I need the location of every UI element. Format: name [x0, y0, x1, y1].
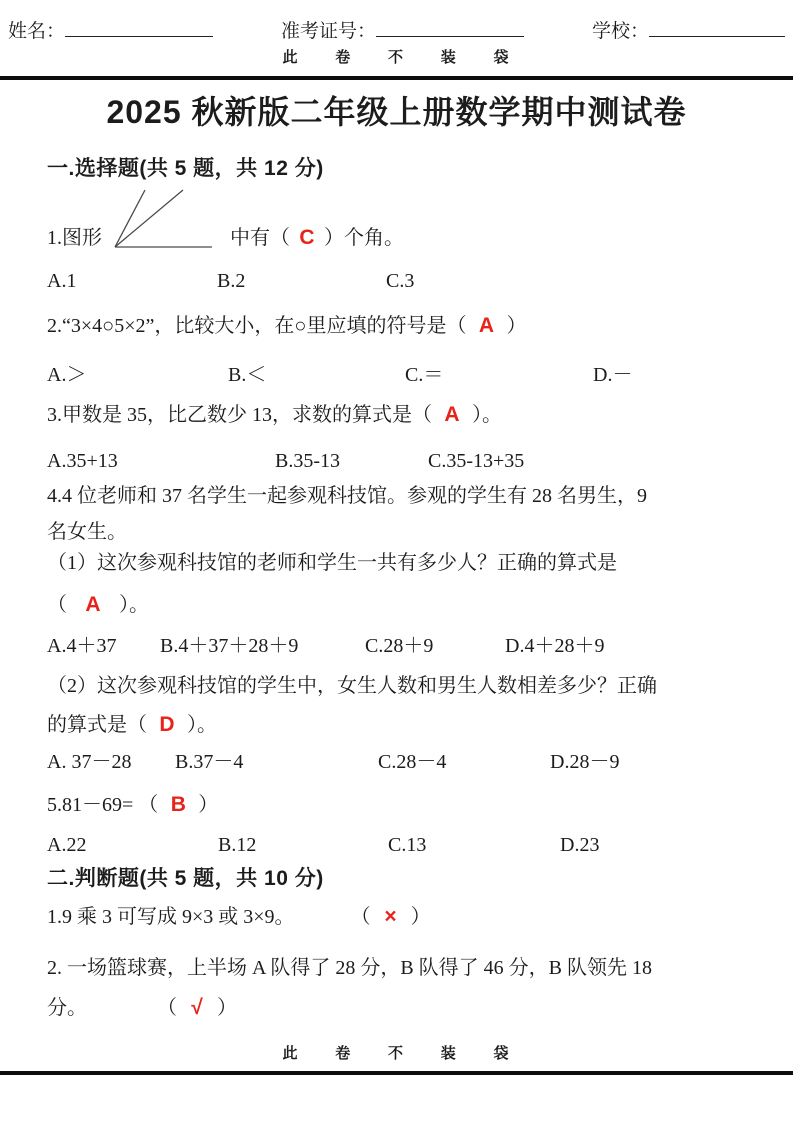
school-field — [592, 16, 785, 43]
option: A.＞ — [47, 364, 87, 386]
top-divider-line — [0, 76, 793, 80]
exam-no-label: 准考证号： — [280, 21, 376, 42]
name-blank-line — [65, 22, 213, 37]
choice-q4-sub2-stem-line1: （2）这次参观科技馆的学生中，女生人数和男生人数相差多少？正确 — [47, 675, 657, 697]
option: B.12 — [218, 834, 257, 856]
choice-q3-text: 3.甲数是 35，比乙数少 13，求数的算式是（ — [47, 404, 432, 426]
choice-q5-text: 5.81－69= （ — [47, 794, 159, 816]
choice-q4-stem-line1: 4.4 位老师和 37 名学生一起参观科技馆。参观的学生有 28 名男生，9 — [47, 485, 647, 507]
choice-q5-suffix: ） — [198, 794, 219, 816]
choice-q4-sub1-answer-line — [47, 592, 753, 618]
option: C.13 — [388, 834, 427, 856]
choice-q2-stem — [47, 313, 753, 339]
choice-q3-stem — [47, 402, 753, 428]
choice-q2-suffix: ） — [506, 315, 527, 337]
do-not-bag-notice-bottom: 此 卷 不 装 袋 — [282, 1046, 511, 1062]
option: B.37－4 — [175, 751, 244, 773]
choice-q5-answer: B — [170, 793, 186, 816]
option: C.28＋9 — [365, 635, 434, 657]
name-field — [8, 16, 213, 43]
judge-q2-stem-line1: 2. 一场篮球赛，上半场 A 队得了 28 分，B 队得了 46 分，B 队领先 18 — [47, 957, 653, 979]
paper-footer — [0, 1042, 793, 1075]
option: C.35-13+35 — [428, 450, 525, 472]
student-info-row — [8, 16, 785, 43]
paren-close: ） — [410, 906, 431, 928]
choice-q3-answer: A — [444, 403, 460, 426]
judge-q1-stem — [47, 904, 753, 930]
choice-q4-sub2-stem — [47, 667, 753, 745]
paren-open: （ — [157, 997, 177, 1019]
paper-body — [0, 155, 793, 1028]
choice-q4-sub2-options — [47, 749, 753, 775]
choice-q2-answer: A — [478, 314, 495, 337]
option: B.35-13 — [275, 450, 340, 472]
choice-q5-options — [47, 832, 753, 858]
exam-no-field — [281, 16, 524, 43]
bottom-divider-line — [0, 1071, 793, 1075]
choice-q3-suffix: ）。 — [472, 404, 502, 426]
judge-q2-answer: √ — [191, 996, 203, 1019]
do-not-bag-notice-top: 此 卷 不 装 袋 — [282, 50, 511, 66]
section-choice-heading: 一.选择题(共 5 题，共 12 分) — [47, 157, 324, 180]
judge-q2-line2-text: 分。 — [47, 997, 87, 1019]
option: D.28－9 — [550, 751, 620, 773]
option: D.4＋28＋9 — [505, 635, 605, 657]
paren-open: （ — [350, 906, 371, 928]
paren-open: （ — [47, 594, 67, 616]
option: B.2 — [217, 270, 246, 292]
option: C.3 — [386, 270, 415, 292]
option: B.＜ — [228, 364, 267, 386]
choice-q4-sub1-answer: A — [85, 593, 101, 616]
choice-q2-options — [47, 362, 753, 388]
choice-q1-mid-text: 中有（ — [230, 227, 290, 249]
choice-q1-mid — [230, 225, 404, 251]
paren-close: ）。 — [119, 594, 149, 616]
option: D.23 — [560, 834, 600, 856]
choice-q1-answer: C — [299, 226, 315, 249]
option: C.＝ — [405, 364, 444, 386]
choice-q1-prefix: 1.图形 — [47, 227, 102, 249]
name-label: 姓名： — [8, 21, 66, 42]
paper-title: 2025 秋新版二年级上册数学期中测试卷 — [106, 94, 687, 130]
paper-header — [0, 0, 793, 67]
choice-q4-stem — [47, 478, 753, 550]
choice-q4-sub2-stem-line2 — [47, 706, 753, 745]
judge-q1-answer: × — [384, 905, 397, 928]
option: A.22 — [47, 834, 87, 856]
school-label: 学校： — [591, 21, 649, 42]
choice-q1-suffix-text: ）个角。 — [324, 227, 404, 249]
choice-q4-sub2-suffix: ）。 — [187, 714, 217, 736]
choice-q5-stem — [47, 792, 753, 818]
choice-q3-options — [47, 448, 753, 474]
choice-q1-stem — [47, 188, 753, 251]
option: C.28－4 — [378, 751, 447, 773]
choice-q4-sub1-stem: （1）这次参观科技馆的老师和学生一共有多少人？正确的算式是 — [47, 552, 617, 574]
choice-q2-text: 2.“3×4○5×2”，比较大小，在○里应填的符号是（ — [47, 315, 467, 337]
section-judge-heading: 二.判断题(共 5 题，共 10 分) — [47, 867, 324, 890]
choice-q1-options — [47, 268, 753, 294]
choice-q4-sub2-line2-text: 的算式是（ — [47, 714, 147, 736]
judge-q1-text: 1.9 乘 3 可写成 9×3 或 3×9。 — [47, 906, 295, 928]
exam-no-blank-line — [376, 22, 524, 37]
school-blank-line — [649, 22, 785, 37]
judge-q2-stem — [47, 948, 753, 1028]
option: A.1 — [47, 270, 77, 292]
judge-q2-stem-line2 — [47, 988, 753, 1028]
option: A. 37－28 — [47, 751, 132, 773]
choice-q4-sub2-answer: D — [159, 713, 175, 736]
option: B.4＋37＋28＋9 — [160, 635, 299, 657]
paren-close: ） — [217, 997, 237, 1019]
choice-q4-sub1-options — [47, 633, 753, 659]
option: D.－ — [593, 364, 633, 386]
angle-figure — [112, 188, 216, 250]
choice-q4-stem-line2: 名女生。 — [47, 521, 127, 543]
option: A.4＋37 — [47, 635, 117, 657]
option: A.35+13 — [47, 450, 118, 472]
